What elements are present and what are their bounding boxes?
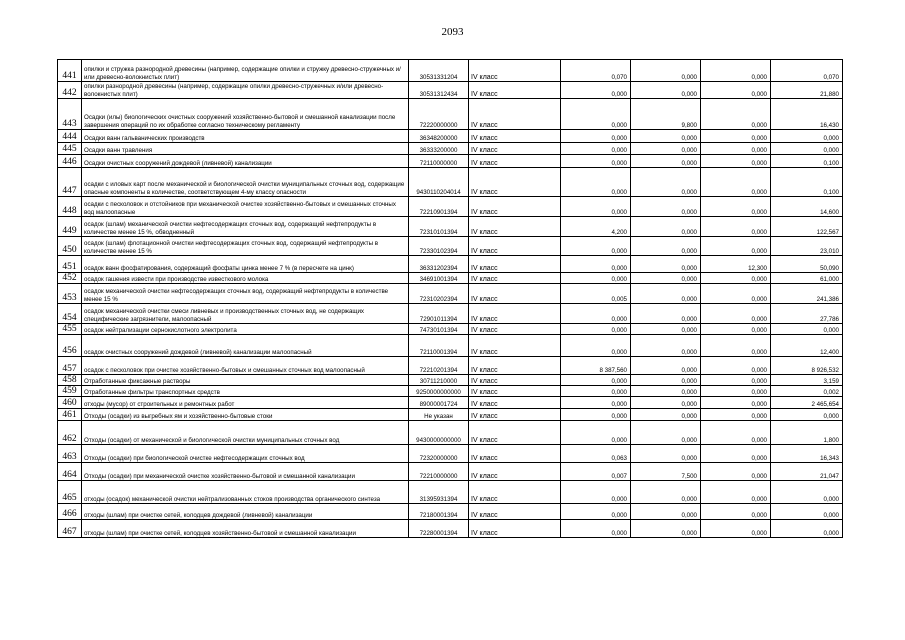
table-row xyxy=(58,520,843,538)
value-2: 0,000 xyxy=(631,397,701,409)
value-1: 0,000 xyxy=(561,504,631,520)
waste-name: Отработанные фильтры транспортных средств xyxy=(82,386,409,397)
value-3: 0,000 xyxy=(701,284,771,304)
value-3: 0,000 xyxy=(701,375,771,386)
table-row xyxy=(58,335,843,357)
hazard-class: IV класс xyxy=(469,481,561,504)
hazard-class: IV класс xyxy=(469,520,561,538)
value-2: 0,000 xyxy=(631,273,701,284)
table-row xyxy=(58,463,843,481)
fkko-code: 36333200000 xyxy=(409,143,469,155)
value-1: 0,000 xyxy=(561,197,631,217)
row-number: 442 xyxy=(58,82,82,99)
value-1: 0,007 xyxy=(561,463,631,481)
hazard-class: IV класс xyxy=(469,168,561,197)
fkko-code: 72280001394 xyxy=(409,520,469,538)
value-2: 0,000 xyxy=(631,82,701,99)
value-1: 0,000 xyxy=(561,481,631,504)
table-row xyxy=(58,256,843,273)
value-4: 0,002 xyxy=(771,386,843,397)
hazard-class: IV класс xyxy=(469,504,561,520)
table-row xyxy=(58,273,843,284)
hazard-class: IV класс xyxy=(469,60,561,82)
value-4: 50,090 xyxy=(771,256,843,273)
waste-name: отходы (осадок) механической очистки нейтрализованных стоков производства органического синтеза xyxy=(82,481,409,504)
value-2: 0,000 xyxy=(631,375,701,386)
value-3: 0,000 xyxy=(701,273,771,284)
table-row xyxy=(58,155,843,168)
value-1: 0,000 xyxy=(561,397,631,409)
value-3: 0,000 xyxy=(701,143,771,155)
table-row xyxy=(58,409,843,421)
waste-name: осадки с иловых карт после механической и биологической очистки муниципальных сточных вод, содержащие опасные компоненты в количестве, соответствующем 4-му классу опасности xyxy=(82,168,409,197)
value-1: 0,000 xyxy=(561,409,631,421)
value-3: 0,000 xyxy=(701,197,771,217)
value-4: 21,047 xyxy=(771,463,843,481)
fkko-code: 30711210000 xyxy=(409,375,469,386)
value-2: 0,000 xyxy=(631,504,701,520)
fkko-code: 72330102394 xyxy=(409,237,469,256)
value-4: 14,600 xyxy=(771,197,843,217)
value-2: 0,000 xyxy=(631,324,701,335)
waste-name: Отходы (осадки) из выгребных ям и хозяйственно-бытовые стоки xyxy=(82,409,409,421)
hazard-class: IV класс xyxy=(469,324,561,335)
value-3: 0,000 xyxy=(701,409,771,421)
row-number: 459 xyxy=(58,386,82,397)
waste-name: осадок (шлам) флотационной очистки нефтесодержащих сточных вод, содержащий нефтепродукты в количестве менее 15 % xyxy=(82,237,409,256)
table-row xyxy=(58,60,843,82)
value-3: 0,000 xyxy=(701,397,771,409)
row-number: 463 xyxy=(58,445,82,463)
value-2: 0,000 xyxy=(631,168,701,197)
hazard-class: IV класс xyxy=(469,143,561,155)
value-3: 0,000 xyxy=(701,357,771,375)
value-1: 0,005 xyxy=(561,284,631,304)
table-row xyxy=(58,99,843,130)
row-number: 452 xyxy=(58,273,82,284)
hazard-class: IV класс xyxy=(469,237,561,256)
value-3: 0,000 xyxy=(701,504,771,520)
value-4: 0,000 xyxy=(771,409,843,421)
hazard-class: IV класс xyxy=(469,130,561,143)
value-4: 16,343 xyxy=(771,445,843,463)
hazard-class: IV класс xyxy=(469,284,561,304)
waste-name: осадок с песколовок при очистке хозяйственно-бытовых и смешанных сточных вод малоопасный xyxy=(82,357,409,375)
value-1: 0,000 xyxy=(561,335,631,357)
value-2: 0,000 xyxy=(631,217,701,237)
fkko-code: 89000001724 xyxy=(409,397,469,409)
table-row xyxy=(58,197,843,217)
value-2: 9,800 xyxy=(631,99,701,130)
value-3: 0,000 xyxy=(701,520,771,538)
table-row xyxy=(58,421,843,445)
row-number: 462 xyxy=(58,421,82,445)
value-4: 0,070 xyxy=(771,60,843,82)
value-2: 0,000 xyxy=(631,304,701,324)
row-number: 450 xyxy=(58,237,82,256)
waste-name: осадок гашения извести при производстве известкового молока xyxy=(82,273,409,284)
value-2: 0,000 xyxy=(631,481,701,504)
waste-name: осадок ванн фосфатирования, содержащий фосфаты цинка менее 7 % (в пересчете на цинк) xyxy=(82,256,409,273)
value-3: 0,000 xyxy=(701,130,771,143)
value-3: 0,000 xyxy=(701,155,771,168)
row-number: 448 xyxy=(58,197,82,217)
hazard-class: IV класс xyxy=(469,357,561,375)
value-4: 122,567 xyxy=(771,217,843,237)
row-number: 460 xyxy=(58,397,82,409)
fkko-code: 72110001394 xyxy=(409,335,469,357)
row-number: 465 xyxy=(58,481,82,504)
hazard-class: IV класс xyxy=(469,409,561,421)
value-1: 8 387,560 xyxy=(561,357,631,375)
value-4: 8 926,532 xyxy=(771,357,843,375)
fkko-code: 72210901394 xyxy=(409,197,469,217)
table-row xyxy=(58,237,843,256)
value-2: 0,000 xyxy=(631,237,701,256)
fkko-code: 72310101394 xyxy=(409,217,469,237)
row-number: 461 xyxy=(58,409,82,421)
waste-name: осадки с песколовок и отстойников при механической очистке хозяйственно-бытовых и смешанных сточных вод малоопасные xyxy=(82,197,409,217)
waste-name: Осадки (илы) биологических очистных сооружений хозяйственно-бытовой и смешанной канализации после завершения операций по их обработке согласно техническому регламенту xyxy=(82,99,409,130)
value-4: 0,100 xyxy=(771,155,843,168)
row-number: 446 xyxy=(58,155,82,168)
row-number: 464 xyxy=(58,463,82,481)
table-row xyxy=(58,168,843,197)
value-2: 0,000 xyxy=(631,284,701,304)
row-number: 445 xyxy=(58,143,82,155)
waste-name: опилки и стружка разнородной древесины (например, содержащие опилки и стружку древесно-стружечных и/или древесно-волокнистых плит) xyxy=(82,60,409,82)
waste-name: осадок нейтрализации сернокислотного электролита xyxy=(82,324,409,335)
value-1: 0,063 xyxy=(561,445,631,463)
value-1: 0,000 xyxy=(561,375,631,386)
value-3: 0,000 xyxy=(701,217,771,237)
value-1: 0,000 xyxy=(561,99,631,130)
waste-name: осадок механической очистки нефтесодержащих сточных вод, содержащий нефтепродукты в количестве менее 15 % xyxy=(82,284,409,304)
value-2: 0,000 xyxy=(631,386,701,397)
value-4: 21,880 xyxy=(771,82,843,99)
value-1: 0,000 xyxy=(561,386,631,397)
value-4: 2 465,654 xyxy=(771,397,843,409)
waste-name: осадок механической очистки смеси ливневых и производственных сточных вод, не содержащих специфические загрязнители, малоопасный xyxy=(82,304,409,324)
fkko-code: 72110000000 xyxy=(409,155,469,168)
value-4: 23,010 xyxy=(771,237,843,256)
value-1: 0,000 xyxy=(561,324,631,335)
row-number: 458 xyxy=(58,375,82,386)
fkko-code: 72210000000 xyxy=(409,463,469,481)
value-3: 0,000 xyxy=(701,386,771,397)
value-2: 0,000 xyxy=(631,155,701,168)
value-2: 0,000 xyxy=(631,421,701,445)
hazard-class: IV класс xyxy=(469,155,561,168)
value-1: 0,000 xyxy=(561,273,631,284)
hazard-class: IV класс xyxy=(469,304,561,324)
value-1: 0,000 xyxy=(561,237,631,256)
hazard-class: IV класс xyxy=(469,82,561,99)
value-4: 0,000 xyxy=(771,481,843,504)
table-row xyxy=(58,357,843,375)
value-1: 0,000 xyxy=(561,143,631,155)
waste-name: отходы (мусор) от строительных и ремонтных работ xyxy=(82,397,409,409)
row-number: 444 xyxy=(58,130,82,143)
fkko-code: 72220000000 xyxy=(409,99,469,130)
fkko-code: 36331202394 xyxy=(409,256,469,273)
table-row xyxy=(58,130,843,143)
value-1: 0,000 xyxy=(561,130,631,143)
value-4: 0,000 xyxy=(771,520,843,538)
value-3: 0,000 xyxy=(701,82,771,99)
waste-name: осадок очистных сооружений дождевой (ливневой) канализации малоопасный xyxy=(82,335,409,357)
hazard-class: IV класс xyxy=(469,421,561,445)
table-body xyxy=(58,60,843,538)
value-4: 0,000 xyxy=(771,324,843,335)
waste-name: опилки разнородной древесины (например, содержащие опилки древесно-стружечных и/или древесно-волокнистых плит) xyxy=(82,82,409,99)
row-number: 457 xyxy=(58,357,82,375)
value-1: 0,070 xyxy=(561,60,631,82)
fkko-code: 72320000000 xyxy=(409,445,469,463)
value-2: 0,000 xyxy=(631,409,701,421)
value-3: 12,300 xyxy=(701,256,771,273)
fkko-code: Не указан xyxy=(409,409,469,421)
waste-name: Осадки очистных сооружений дождевой (ливневой) канализации xyxy=(82,155,409,168)
table-row xyxy=(58,304,843,324)
value-2: 0,000 xyxy=(631,520,701,538)
row-number: 447 xyxy=(58,168,82,197)
row-number: 451 xyxy=(58,256,82,273)
value-4: 0,000 xyxy=(771,504,843,520)
value-4: 241,386 xyxy=(771,284,843,304)
value-2: 0,000 xyxy=(631,60,701,82)
value-3: 0,000 xyxy=(701,304,771,324)
fkko-code: 9430000000000 xyxy=(409,421,469,445)
value-4: 16,430 xyxy=(771,99,843,130)
value-1: 0,000 xyxy=(561,155,631,168)
table-row xyxy=(58,397,843,409)
fkko-code: 36348200000 xyxy=(409,130,469,143)
row-number: 455 xyxy=(58,324,82,335)
row-number: 449 xyxy=(58,217,82,237)
value-2: 0,000 xyxy=(631,197,701,217)
row-number: 441 xyxy=(58,60,82,82)
value-2: 0,000 xyxy=(631,143,701,155)
value-4: 0,000 xyxy=(771,130,843,143)
value-3: 0,000 xyxy=(701,421,771,445)
table-row xyxy=(58,386,843,397)
value-3: 0,000 xyxy=(701,481,771,504)
value-3: 0,000 xyxy=(701,463,771,481)
hazard-class: IV класс xyxy=(469,463,561,481)
hazard-class: IV класс xyxy=(469,397,561,409)
value-1: 0,000 xyxy=(561,82,631,99)
row-number: 453 xyxy=(58,284,82,304)
waste-table xyxy=(57,59,843,538)
hazard-class: IV класс xyxy=(469,99,561,130)
table-row xyxy=(58,217,843,237)
fkko-code: 72210201394 xyxy=(409,357,469,375)
row-number: 466 xyxy=(58,504,82,520)
fkko-code: 30531312434 xyxy=(409,82,469,99)
waste-name: Осадки ванн гальванических производств xyxy=(82,130,409,143)
hazard-class: IV класс xyxy=(469,197,561,217)
fkko-code: 9250000000000 xyxy=(409,386,469,397)
table-row xyxy=(58,143,843,155)
value-2: 0,000 xyxy=(631,130,701,143)
hazard-class: IV класс xyxy=(469,256,561,273)
table-row xyxy=(58,445,843,463)
value-2: 0,000 xyxy=(631,445,701,463)
row-number: 443 xyxy=(58,99,82,130)
row-number: 454 xyxy=(58,304,82,324)
table-row xyxy=(58,481,843,504)
value-1: 4,200 xyxy=(561,217,631,237)
fkko-code: 72310202394 xyxy=(409,284,469,304)
value-1: 0,000 xyxy=(561,256,631,273)
fkko-code: 72180001394 xyxy=(409,504,469,520)
value-4: 1,800 xyxy=(771,421,843,445)
value-4: 27,786 xyxy=(771,304,843,324)
value-4: 0,100 xyxy=(771,168,843,197)
row-number: 456 xyxy=(58,335,82,357)
value-2: 7,500 xyxy=(631,463,701,481)
value-1: 0,000 xyxy=(561,168,631,197)
value-3: 0,000 xyxy=(701,445,771,463)
row-number: 467 xyxy=(58,520,82,538)
waste-name: Отходы (осадки) при механической очистке хозяйственно-бытовой и смешанной канализации xyxy=(82,463,409,481)
value-3: 0,000 xyxy=(701,324,771,335)
page-number: 2093 xyxy=(441,26,464,38)
value-2: 0,000 xyxy=(631,335,701,357)
fkko-code: 9430110204014 xyxy=(409,168,469,197)
hazard-class: IV класс xyxy=(469,273,561,284)
waste-name: Отработанные фиксажные растворы xyxy=(82,375,409,386)
table-row xyxy=(58,82,843,99)
waste-name: Отходы (осадки) от механической и биологической очистки муниципальных сточных вод xyxy=(82,421,409,445)
hazard-class: IV класс xyxy=(469,386,561,397)
hazard-class: IV класс xyxy=(469,375,561,386)
fkko-code: 34691001394 xyxy=(409,273,469,284)
table-row xyxy=(58,375,843,386)
value-2: 0,000 xyxy=(631,256,701,273)
waste-name: Отходы (осадки) при биологической очистке нефтесодержащих сточных вод xyxy=(82,445,409,463)
waste-name: осадок (шлам) механической очистки нефтесодержащих сточных вод, содержащий нефтепродукты в количестве менее 15 %, обводненный xyxy=(82,217,409,237)
waste-name: отходы (шлам) при очистке сетей, колодцев хозяйственно-бытовой и смешанной канализации xyxy=(82,520,409,538)
table-row xyxy=(58,324,843,335)
hazard-class: IV класс xyxy=(469,445,561,463)
waste-name: отходы (шлам) при очистке сетей, колодцев дождевой (ливневой) канализации xyxy=(82,504,409,520)
value-3: 0,000 xyxy=(701,60,771,82)
value-1: 0,000 xyxy=(561,304,631,324)
value-2: 0,000 xyxy=(631,357,701,375)
value-4: 0,000 xyxy=(771,143,843,155)
value-1: 0,000 xyxy=(561,421,631,445)
table-row xyxy=(58,284,843,304)
value-4: 61,000 xyxy=(771,273,843,284)
hazard-class: IV класс xyxy=(469,335,561,357)
fkko-code: 72901011394 xyxy=(409,304,469,324)
value-4: 12,400 xyxy=(771,335,843,357)
value-3: 0,000 xyxy=(701,335,771,357)
fkko-code: 30531331204 xyxy=(409,60,469,82)
fkko-code: 74730101394 xyxy=(409,324,469,335)
value-3: 0,000 xyxy=(701,99,771,130)
value-1: 0,000 xyxy=(561,520,631,538)
value-3: 0,000 xyxy=(701,237,771,256)
fkko-code: 31395931394 xyxy=(409,481,469,504)
value-4: 3,159 xyxy=(771,375,843,386)
hazard-class: IV класс xyxy=(469,217,561,237)
value-3: 0,000 xyxy=(701,168,771,197)
waste-name: Осадки ванн травления xyxy=(82,143,409,155)
table-row xyxy=(58,504,843,520)
